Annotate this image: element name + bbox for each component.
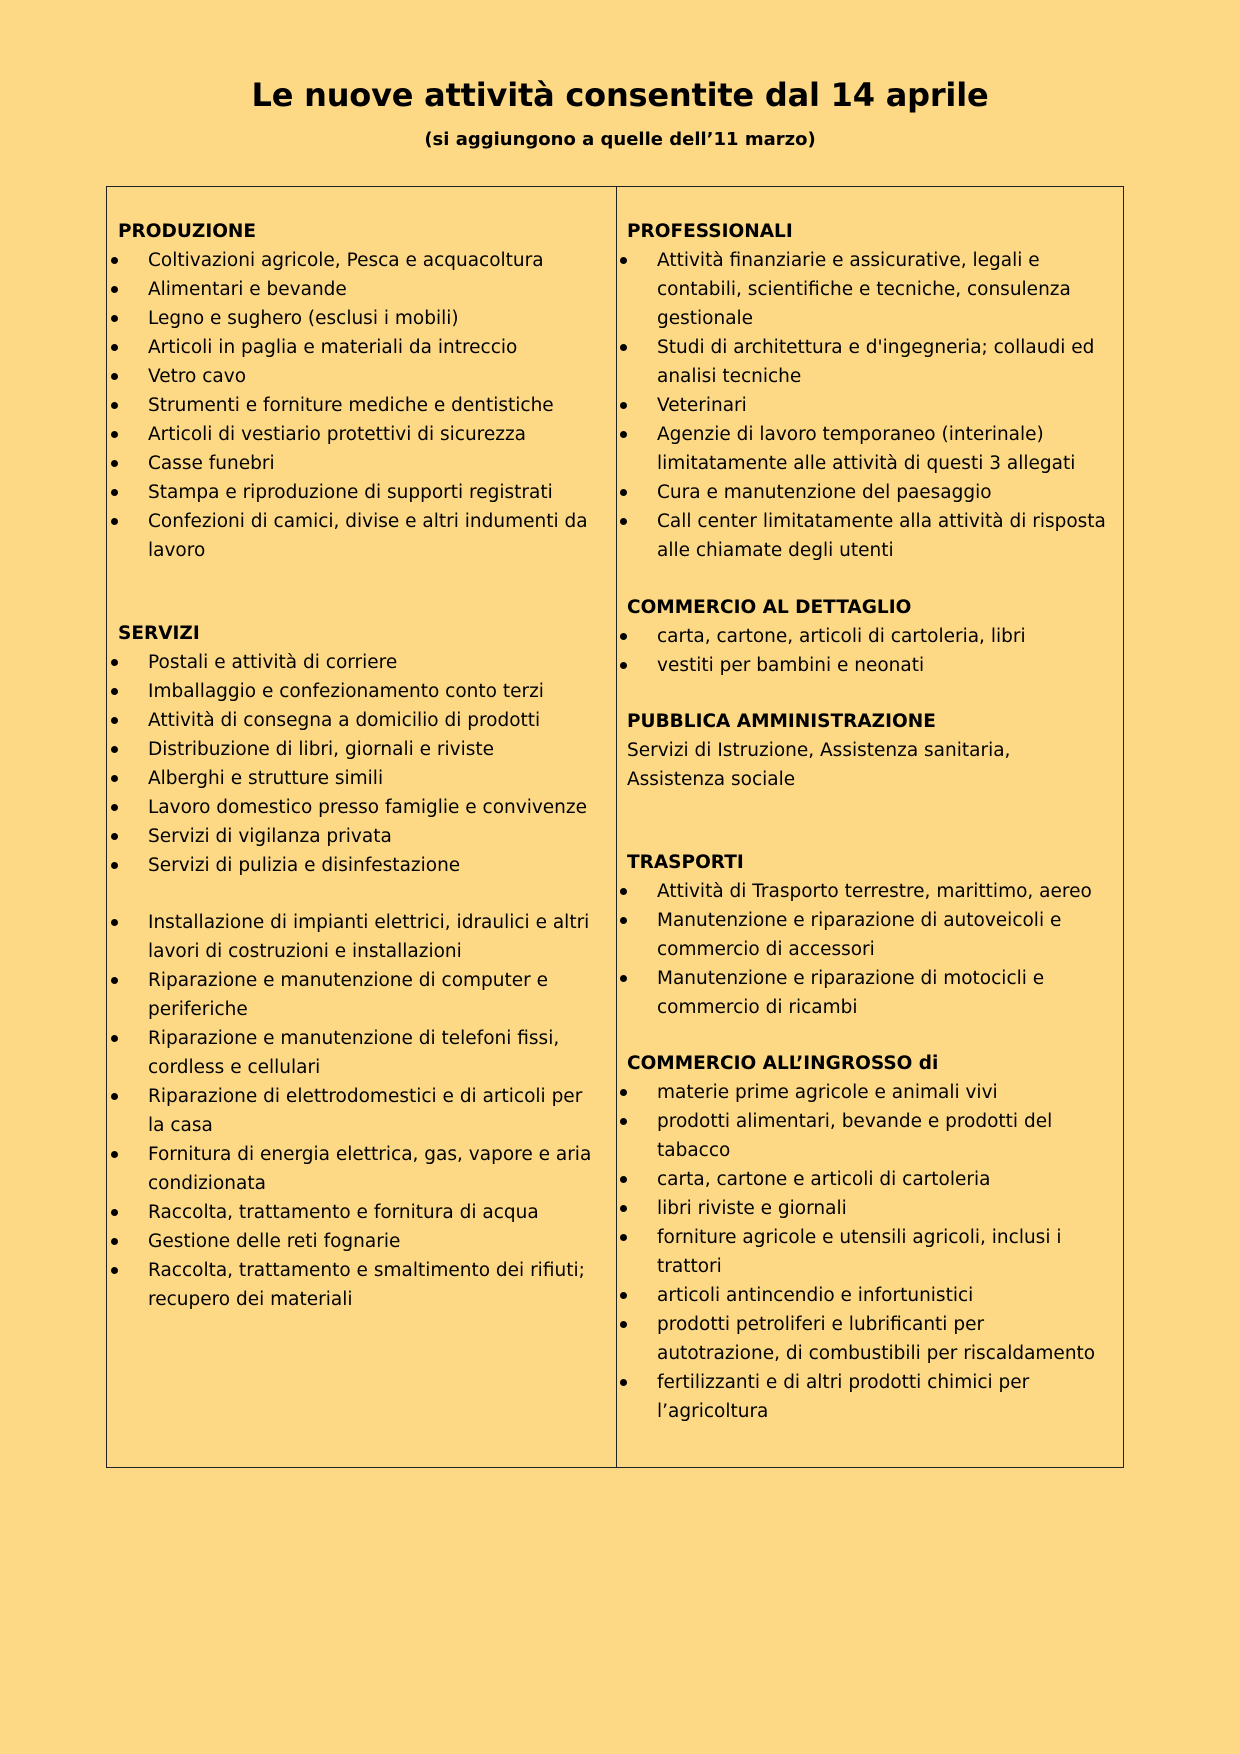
list-item: Riparazione e manutenzione di computer e periferiche <box>107 966 607 1024</box>
list-item: Veterinari <box>616 391 1116 420</box>
list-item: Alberghi e strutture simili <box>107 764 607 793</box>
list-item: Lavoro domestico presso famiglie e convivenze <box>107 793 607 822</box>
list-item: Imballaggio e confezionamento conto terzi <box>107 677 607 706</box>
servizi-list-2 <box>107 908 607 1314</box>
list-item: Raccolta, trattamento e fornitura di acqua <box>107 1198 607 1227</box>
servizi-list <box>107 648 607 880</box>
list-item: Distribuzione di libri, giornali e riviste <box>107 735 607 764</box>
section-heading-professionali: PROFESSIONALI <box>627 221 793 242</box>
list-item: prodotti alimentari, bevande e prodotti del tabacco <box>616 1107 1116 1165</box>
list-item: Manutenzione e riparazione di motocicli e commercio di ricambi <box>616 964 1116 1022</box>
section-heading-produzione: PRODUZIONE <box>118 221 257 242</box>
list-item: Confezioni di camici, divise e altri indumenti da lavoro <box>107 507 607 565</box>
list-item: Riparazione di elettrodomestici e di articoli per la casa <box>107 1082 607 1140</box>
produzione-list <box>107 246 607 565</box>
list-item: fertilizzanti e di altri prodotti chimici per l’agricoltura <box>616 1368 1116 1426</box>
list-item: Attività di Trasporto terrestre, marittimo, aereo <box>616 877 1116 906</box>
left-column <box>107 217 607 1314</box>
pubblica-amministrazione-text: Servizi di Istruzione, Assistenza sanitaria, Assistenza sociale <box>627 740 1011 790</box>
right-column <box>616 217 1116 1426</box>
section-heading-servizi: SERVIZI <box>118 623 200 644</box>
list-item: carta, cartone e articoli di cartoleria <box>616 1165 1116 1194</box>
list-item: Studi di architettura e d'ingegneria; collaudi ed analisi tecniche <box>616 333 1116 391</box>
professionali-list <box>616 246 1116 565</box>
list-item: Servizi di vigilanza privata <box>107 822 607 851</box>
trasporti-list <box>616 877 1116 1022</box>
list-item: Legno e sughero (esclusi i mobili) <box>107 304 607 333</box>
list-item: Coltivazioni agricole, Pesca e acquacoltura <box>107 246 607 275</box>
list-item: Vetro cavo <box>107 362 607 391</box>
list-item: Strumenti e forniture mediche e dentistiche <box>107 391 607 420</box>
page-title: Le nuove attività consentite dal 14 aprile <box>251 76 989 114</box>
list-item: Alimentari e bevande <box>107 275 607 304</box>
list-item: Installazione di impianti elettrici, idraulici e altri lavori di costruzioni e installazioni <box>107 908 607 966</box>
section-heading-commercio-ingrosso: COMMERCIO ALL’INGROSSO di <box>627 1053 939 1074</box>
list-item: Articoli in paglia e materiali da intreccio <box>107 333 607 362</box>
list-item: Stampa e riproduzione di supporti registrati <box>107 478 607 507</box>
commercio-ingrosso-list <box>616 1078 1116 1426</box>
list-item: Gestione delle reti fognarie <box>107 1227 607 1256</box>
list-item: forniture agricole e utensili agricoli, inclusi i trattori <box>616 1223 1116 1281</box>
list-item: Postali e attività di corriere <box>107 648 607 677</box>
list-item: libri riviste e giornali <box>616 1194 1116 1223</box>
list-item: articoli antincendio e infortunistici <box>616 1281 1116 1310</box>
list-item: materie prime agricole e animali vivi <box>616 1078 1116 1107</box>
list-item: Riparazione e manutenzione di telefoni fissi, cordless e cellulari <box>107 1024 607 1082</box>
page-subtitle: (si aggiungono a quelle dell’11 marzo) <box>424 129 816 150</box>
activities-table <box>106 186 1124 1468</box>
list-item: Attività finanziarie e assicurative, legali e contabili, scientifiche e tecniche, consulenza gestionale <box>616 246 1116 333</box>
list-item: Raccolta, trattamento e smaltimento dei rifiuti; recupero dei materiali <box>107 1256 607 1314</box>
list-item: Casse funebri <box>107 449 607 478</box>
list-item: Manutenzione e riparazione di autoveicoli e commercio di accessori <box>616 906 1116 964</box>
section-heading-pubblica-amministrazione: PUBBLICA AMMINISTRAZIONE <box>627 711 936 732</box>
commercio-dettaglio-list <box>616 622 1116 680</box>
list-item: Cura e manutenzione del paesaggio <box>616 478 1116 507</box>
list-item: Servizi di pulizia e disinfestazione <box>107 851 607 880</box>
list-item: Fornitura di energia elettrica, gas, vapore e aria condizionata <box>107 1140 607 1198</box>
list-item: Agenzie di lavoro temporaneo (interinale) limitatamente alle attività di questi 3 allegati <box>616 420 1116 478</box>
list-item: prodotti petroliferi e lubrificanti per autotrazione, di combustibili per riscaldamento <box>616 1310 1116 1368</box>
section-heading-trasporti: TRASPORTI <box>627 852 744 873</box>
section-heading-commercio-dettaglio: COMMERCIO AL DETTAGLIO <box>627 597 912 618</box>
list-item: Articoli di vestiario protettivi di sicurezza <box>107 420 607 449</box>
list-item: Attività di consegna a domicilio di prodotti <box>107 706 607 735</box>
list-item: Call center limitatamente alla attività di risposta alle chiamate degli utenti <box>616 507 1116 565</box>
list-item: carta, cartone, articoli di cartoleria, libri <box>616 622 1116 651</box>
list-item: vestiti per bambini e neonati <box>616 651 1116 680</box>
